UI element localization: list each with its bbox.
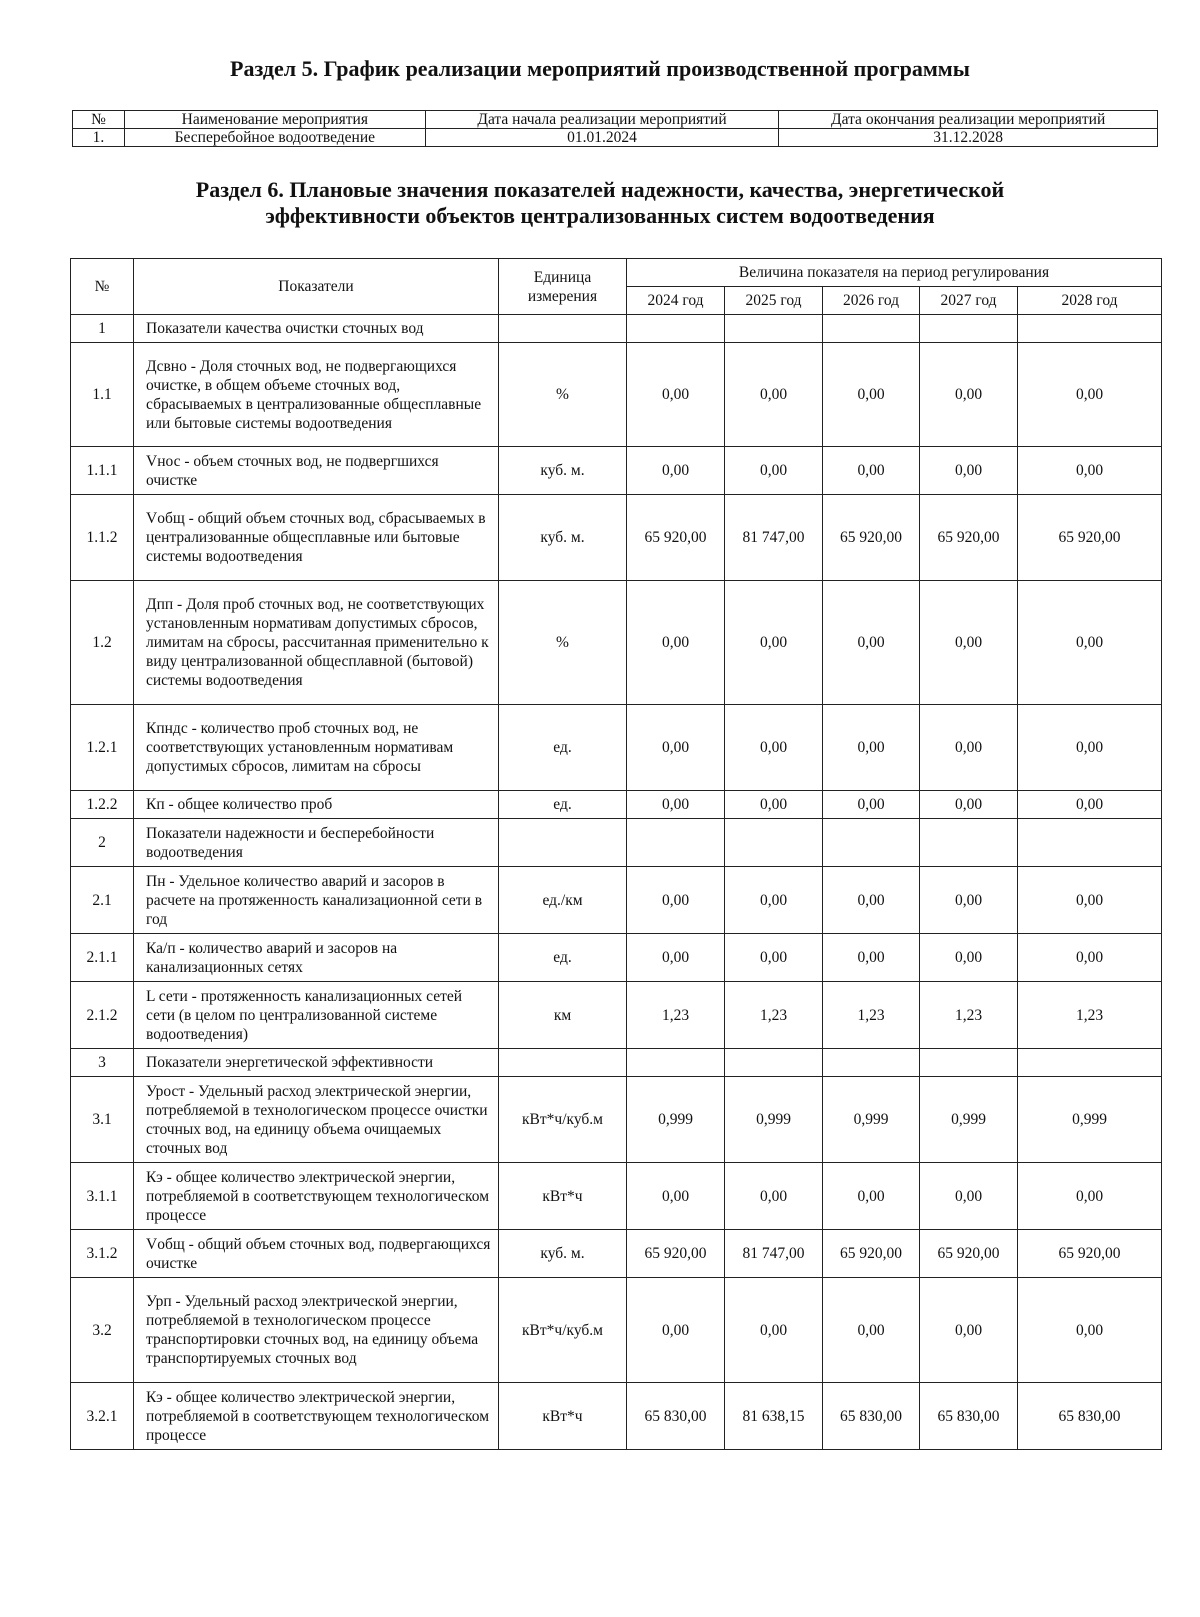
indicator-value: 0,00 bbox=[920, 581, 1018, 705]
indicator-value: 0,00 bbox=[627, 791, 725, 819]
indicator-value: 0,00 bbox=[725, 447, 823, 495]
indicator-value: 0,00 bbox=[725, 705, 823, 791]
indicator-row bbox=[71, 1278, 1162, 1383]
indicator-num: 3.2 bbox=[71, 1278, 134, 1383]
indicator-value bbox=[725, 315, 823, 343]
indicator-value: 0,00 bbox=[823, 791, 920, 819]
indicator-unit bbox=[499, 315, 627, 343]
indicator-value: 0,00 bbox=[1018, 1278, 1162, 1383]
indicator-row bbox=[71, 705, 1162, 791]
indicator-value bbox=[725, 819, 823, 867]
indicator-value bbox=[823, 819, 920, 867]
indicator-row bbox=[71, 1383, 1162, 1450]
indicator-row bbox=[71, 867, 1162, 934]
indicator-row bbox=[71, 1230, 1162, 1278]
indicator-value: 1,23 bbox=[1018, 982, 1162, 1049]
section6-title-line1: Раздел 6. Плановые значения показателей надежности, качества, энергетической bbox=[195, 177, 1005, 202]
indicator-unit: ед./км bbox=[499, 867, 627, 934]
indicator-name: Кпндс - количество проб сточных вод, не соответствующих установленным нормативам допустимых сбросов, лимитам на сбросы bbox=[134, 705, 499, 791]
indicator-name: Показатели надежности и бесперебойности водоотведения bbox=[134, 819, 499, 867]
indicator-value: 65 920,00 bbox=[920, 1230, 1018, 1278]
indicator-num: 2 bbox=[71, 819, 134, 867]
indicator-name: Показатели качества очистки сточных вод bbox=[134, 315, 499, 343]
indicator-value: 81 747,00 bbox=[725, 495, 823, 581]
indicator-value: 65 830,00 bbox=[823, 1383, 920, 1450]
schedule-row bbox=[73, 129, 1158, 147]
indicator-name: Vнос - объем сточных вод, не подвергшихся очистке bbox=[134, 447, 499, 495]
indicators-header-row bbox=[71, 259, 1162, 287]
indicator-name: Ка/п - количество аварий и засоров на канализационных сетях bbox=[134, 934, 499, 982]
indicator-value: 65 920,00 bbox=[920, 495, 1018, 581]
indicator-name: Урп - Удельный расход электрической энергии, потребляемой в технологическом процессе транспортировки сточных вод, на единицу объема транспортируемых сточных вод bbox=[134, 1278, 499, 1383]
indicator-name: Урост - Удельный расход электрической энергии, потребляемой в технологическом процессе очистки сточных вод, на единицу объема очищаемых сточных вод bbox=[134, 1077, 499, 1163]
indicator-value: 0,00 bbox=[1018, 791, 1162, 819]
indicator-unit: ед. bbox=[499, 791, 627, 819]
indicator-value: 1,23 bbox=[627, 982, 725, 1049]
indicator-unit: % bbox=[499, 343, 627, 447]
indicator-value: 0,00 bbox=[627, 867, 725, 934]
indicator-value: 0,00 bbox=[823, 934, 920, 982]
indicator-value: 65 920,00 bbox=[627, 1230, 725, 1278]
indicator-value: 0,999 bbox=[1018, 1077, 1162, 1163]
indicator-row bbox=[71, 447, 1162, 495]
indicator-value bbox=[920, 1049, 1018, 1077]
indicator-num: 1.2.1 bbox=[71, 705, 134, 791]
indicator-value: 0,00 bbox=[920, 867, 1018, 934]
header-num: № bbox=[71, 259, 134, 315]
indicator-num: 3.1.1 bbox=[71, 1163, 134, 1230]
indicator-name: Vобщ - общий объем сточных вод, подвергающихся очистке bbox=[134, 1230, 499, 1278]
indicator-name: Vобщ - общий объем сточных вод, сбрасываемых в централизованные общесплавные или бытовые системы водоотведения bbox=[134, 495, 499, 581]
indicator-unit: кВт*ч bbox=[499, 1383, 627, 1450]
indicator-row bbox=[71, 791, 1162, 819]
indicator-row bbox=[71, 315, 1162, 343]
schedule-row-start: 01.01.2024 bbox=[425, 129, 779, 147]
schedule-header-end: Дата окончания реализации мероприятий bbox=[779, 111, 1158, 129]
header-unit: Единица измерения bbox=[499, 259, 627, 315]
indicator-row bbox=[71, 1163, 1162, 1230]
schedule-header-num: № bbox=[73, 111, 125, 129]
indicator-value: 0,00 bbox=[627, 705, 725, 791]
indicator-value: 0,00 bbox=[920, 447, 1018, 495]
indicator-name: Пн - Удельное количество аварий и засоров в расчете на протяженность канализационной сети в год bbox=[134, 867, 499, 934]
schedule-row-num: 1. bbox=[73, 129, 125, 147]
indicator-value: 0,00 bbox=[823, 705, 920, 791]
indicator-unit: % bbox=[499, 581, 627, 705]
indicator-name: Дпп - Доля проб сточных вод, не соответствующих установленным нормативам допустимых сбросов, лимитам на сбросы, рассчитанная применительно к виду централизованной общесплавной (бытовой) системы водоотведения bbox=[134, 581, 499, 705]
schedule-header-name: Наименование мероприятия bbox=[124, 111, 425, 129]
indicator-row bbox=[71, 495, 1162, 581]
indicator-num: 1 bbox=[71, 315, 134, 343]
section5-title: Раздел 5. График реализации мероприятий производственной программы bbox=[230, 56, 970, 81]
indicator-value: 0,00 bbox=[920, 1163, 1018, 1230]
indicator-value: 65 920,00 bbox=[1018, 495, 1162, 581]
indicator-value: 0,00 bbox=[823, 1278, 920, 1383]
indicator-value: 0,00 bbox=[920, 934, 1018, 982]
indicator-name: Дсвно - Доля сточных вод, не подвергающихся очистке, в общем объеме сточных вод, сбрасываемых в централизованные общесплавные или бытовые системы водоотведения bbox=[134, 343, 499, 447]
indicator-unit bbox=[499, 1049, 627, 1077]
indicator-value: 65 920,00 bbox=[1018, 1230, 1162, 1278]
indicator-value: 0,00 bbox=[1018, 1163, 1162, 1230]
indicator-value: 65 920,00 bbox=[627, 495, 725, 581]
indicator-value: 0,00 bbox=[823, 343, 920, 447]
indicator-unit: куб. м. bbox=[499, 495, 627, 581]
indicator-value bbox=[627, 1049, 725, 1077]
indicator-unit: куб. м. bbox=[499, 1230, 627, 1278]
indicator-value: 0,999 bbox=[627, 1077, 725, 1163]
indicator-row bbox=[71, 1077, 1162, 1163]
indicator-value: 0,00 bbox=[725, 1163, 823, 1230]
indicator-name: Показатели энергетической эффективности bbox=[134, 1049, 499, 1077]
header-indicator: Показатели bbox=[134, 259, 499, 315]
header-year: 2028 год bbox=[1018, 287, 1162, 315]
indicator-name: L сети - протяженность канализационных сетей сети (в целом по централизованной системе водоотведения) bbox=[134, 982, 499, 1049]
indicator-num: 2.1.2 bbox=[71, 982, 134, 1049]
indicator-value: 0,00 bbox=[1018, 447, 1162, 495]
indicator-value bbox=[823, 1049, 920, 1077]
indicator-value: 0,00 bbox=[920, 791, 1018, 819]
indicator-value: 0,999 bbox=[823, 1077, 920, 1163]
indicator-value: 0,00 bbox=[1018, 934, 1162, 982]
indicator-value: 65 830,00 bbox=[920, 1383, 1018, 1450]
indicator-value: 0,00 bbox=[1018, 343, 1162, 447]
indicator-value: 0,00 bbox=[725, 791, 823, 819]
indicator-value: 0,999 bbox=[725, 1077, 823, 1163]
indicator-unit: км bbox=[499, 982, 627, 1049]
indicator-num: 1.2.2 bbox=[71, 791, 134, 819]
indicator-name: Кп - общее количество проб bbox=[134, 791, 499, 819]
indicator-num: 1.1.1 bbox=[71, 447, 134, 495]
indicator-value: 65 920,00 bbox=[823, 1230, 920, 1278]
indicator-value: 0,00 bbox=[823, 447, 920, 495]
indicator-unit: кВт*ч/куб.м bbox=[499, 1278, 627, 1383]
indicator-num: 1.1.2 bbox=[71, 495, 134, 581]
indicator-unit: кВт*ч bbox=[499, 1163, 627, 1230]
indicator-value: 1,23 bbox=[823, 982, 920, 1049]
section6-title-line2: эффективности объектов централизованных систем водоотведения bbox=[265, 203, 935, 228]
indicator-value: 0,00 bbox=[1018, 581, 1162, 705]
indicator-num: 3.2.1 bbox=[71, 1383, 134, 1450]
header-year: 2026 год bbox=[823, 287, 920, 315]
indicator-value: 0,00 bbox=[725, 1278, 823, 1383]
indicator-value: 0,00 bbox=[725, 581, 823, 705]
indicator-value: 0,00 bbox=[823, 867, 920, 934]
indicator-value: 0,00 bbox=[627, 1163, 725, 1230]
indicator-name: Кэ - общее количество электрической энергии, потребляемой в соответствующем технологическом процессе bbox=[134, 1383, 499, 1450]
schedule-header-row bbox=[73, 111, 1158, 129]
indicator-row bbox=[71, 1049, 1162, 1077]
indicator-num: 2.1 bbox=[71, 867, 134, 934]
header-period: Величина показателя на период регулирования bbox=[627, 259, 1162, 287]
indicator-value bbox=[1018, 315, 1162, 343]
indicator-num: 2.1.1 bbox=[71, 934, 134, 982]
indicator-value: 0,00 bbox=[823, 1163, 920, 1230]
indicator-unit bbox=[499, 819, 627, 867]
indicator-num: 3 bbox=[71, 1049, 134, 1077]
indicator-value: 0,00 bbox=[823, 581, 920, 705]
indicator-value: 65 830,00 bbox=[627, 1383, 725, 1450]
indicator-value: 0,00 bbox=[725, 867, 823, 934]
indicator-num: 3.1 bbox=[71, 1077, 134, 1163]
indicator-value bbox=[1018, 819, 1162, 867]
indicator-value bbox=[725, 1049, 823, 1077]
header-year: 2025 год bbox=[725, 287, 823, 315]
schedule-row-end: 31.12.2028 bbox=[779, 129, 1158, 147]
indicator-value: 0,00 bbox=[920, 705, 1018, 791]
indicator-value: 0,00 bbox=[920, 343, 1018, 447]
indicator-value: 0,00 bbox=[725, 934, 823, 982]
indicator-value: 0,00 bbox=[627, 1278, 725, 1383]
indicator-row bbox=[71, 982, 1162, 1049]
indicator-unit: ед. bbox=[499, 934, 627, 982]
header-year: 2027 год bbox=[920, 287, 1018, 315]
indicator-value: 0,00 bbox=[627, 343, 725, 447]
indicator-unit: куб. м. bbox=[499, 447, 627, 495]
indicator-value bbox=[823, 315, 920, 343]
indicator-value bbox=[920, 315, 1018, 343]
indicator-num: 3.1.2 bbox=[71, 1230, 134, 1278]
indicators-table bbox=[70, 258, 1162, 1450]
section6-title bbox=[0, 177, 1200, 229]
indicator-row bbox=[71, 343, 1162, 447]
indicator-value: 0,999 bbox=[920, 1077, 1018, 1163]
indicator-value bbox=[1018, 1049, 1162, 1077]
header-year: 2024 год bbox=[627, 287, 725, 315]
indicator-value: 0,00 bbox=[725, 343, 823, 447]
indicators-body bbox=[71, 315, 1162, 1450]
indicator-value: 0,00 bbox=[627, 934, 725, 982]
indicator-num: 1.1 bbox=[71, 343, 134, 447]
schedule-table bbox=[72, 110, 1158, 147]
schedule-header-start: Дата начала реализации мероприятий bbox=[425, 111, 779, 129]
indicator-value: 1,23 bbox=[725, 982, 823, 1049]
indicator-value: 0,00 bbox=[627, 447, 725, 495]
indicator-value: 0,00 bbox=[627, 581, 725, 705]
indicator-value: 1,23 bbox=[920, 982, 1018, 1049]
indicator-value: 81 638,15 bbox=[725, 1383, 823, 1450]
indicator-value: 0,00 bbox=[1018, 867, 1162, 934]
indicator-value: 81 747,00 bbox=[725, 1230, 823, 1278]
indicator-value: 0,00 bbox=[920, 1278, 1018, 1383]
indicator-value bbox=[920, 819, 1018, 867]
indicator-row bbox=[71, 581, 1162, 705]
indicator-row bbox=[71, 819, 1162, 867]
indicator-value: 65 830,00 bbox=[1018, 1383, 1162, 1450]
indicator-num: 1.2 bbox=[71, 581, 134, 705]
indicator-unit: кВт*ч/куб.м bbox=[499, 1077, 627, 1163]
indicator-value bbox=[627, 315, 725, 343]
schedule-row-name: Бесперебойное водоотведение bbox=[124, 129, 425, 147]
indicator-unit: ед. bbox=[499, 705, 627, 791]
indicator-value: 0,00 bbox=[1018, 705, 1162, 791]
indicator-value bbox=[627, 819, 725, 867]
indicator-name: Кэ - общее количество электрической энергии, потребляемой в соответствующем технологическом процессе bbox=[134, 1163, 499, 1230]
indicator-row bbox=[71, 934, 1162, 982]
indicator-value: 65 920,00 bbox=[823, 495, 920, 581]
